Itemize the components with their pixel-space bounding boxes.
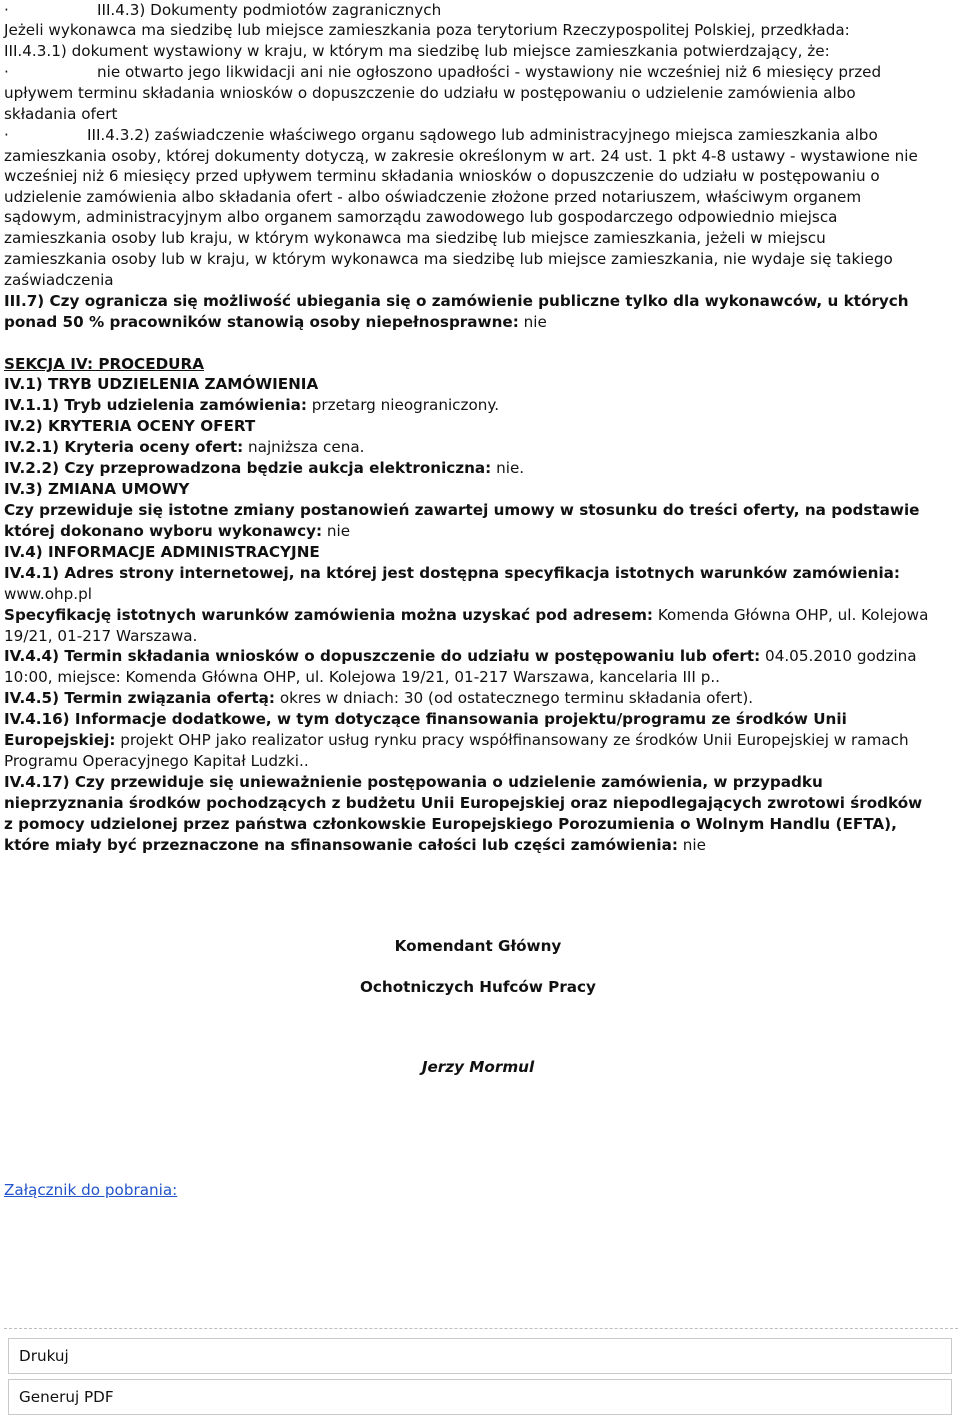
answer-value: nie	[677, 836, 706, 854]
field-value: projekt OHP jako realizator usług rynku pracy współfinansowany ze środków Unii Europejskiej w ramach	[115, 731, 909, 749]
field-label: Specyfikację istotnych warunków zamówienia można uzyskać pod adresem:	[4, 606, 653, 624]
bullet: ·	[4, 1, 9, 19]
question-iii7-line2	[4, 312, 547, 333]
field-iv44-line2: 10:00, miejsce: Komenda Główna OHP, ul. Kolejowa 19/21, 01-217 Warszawa, kancelaria III p..	[4, 668, 721, 686]
field-value: okres w dniach: 30 (od ostatecznego terminu składania ofert).	[275, 689, 754, 707]
bullet: ·	[4, 126, 9, 144]
field-label: IV.2.2) Czy przeprowadzona będzie aukcja elektroniczna:	[4, 459, 492, 477]
heading-foreign-docs: III.4.3) Dokumenty podmiotów zagranicznych	[97, 1, 442, 19]
paragraph-line: upływem terminu składania wniosków o dopuszczenie do udziału w postępowaniu o udzielenie zamówienia albo	[4, 84, 856, 102]
signature-name: Jerzy Mormul	[421, 1058, 535, 1076]
subsection-title: IV.3) ZMIANA UMOWY	[4, 480, 190, 498]
field-label: IV.1.1) Tryb udzielenia zamówienia:	[4, 396, 307, 414]
subsection-title: IV.1) TRYB UDZIELENIA ZAMÓWIENIA	[4, 375, 319, 393]
field-label-iv41: IV.4.1) Adres strony internetowej, na której jest dostępna specyfikacja istotnych warunków zamówienia:	[4, 564, 900, 582]
paragraph-line: zamieszkania osoby lub kraju, w którym wykonawca ma siedzibę lub miejsce zamieszkania, jeżeli w miejscu	[4, 229, 826, 247]
field-label: IV.2.1) Kryteria oceny ofert:	[4, 438, 244, 456]
paragraph-line: sądowym, administracyjnym albo organem samorządu zawodowego lub gospodarczego odpowiednio miejsca	[4, 208, 838, 226]
subsection-title: IV.2) KRYTERIA OCENY OFERT	[4, 417, 256, 435]
question-label: ponad 50 % pracowników stanowią osoby niepełnosprawne:	[4, 313, 519, 331]
subsection-title: IV.4) INFORMACJE ADMINISTRACYJNE	[4, 543, 320, 561]
bullet: ·	[4, 63, 9, 81]
field-value-website: www.ohp.pl	[4, 585, 92, 603]
field-spec-address-line2: 19/21, 01-217 Warszawa.	[4, 627, 198, 645]
paragraph-line: składania ofert	[4, 105, 118, 123]
paragraph-line: zaświadczenia	[4, 271, 114, 289]
field-value: nie.	[491, 459, 525, 477]
question-iv417-line4	[4, 835, 706, 856]
paragraph-line: wcześniej niż 6 miesięcy przed upływem terminu składania wniosków o dopuszczenie do udziału w postępowaniu o	[4, 167, 880, 185]
field-iv44	[4, 646, 917, 667]
field-iv416-line2	[4, 730, 909, 751]
paragraph-line: zamieszkania osoby lub w kraju, w którym wykonawca ma siedzibę lub miejsce zamieszkania, nie wydaje się takiego	[4, 250, 893, 268]
signature-title: Komendant Główny	[394, 937, 562, 955]
section-title: SEKCJA IV: PROCEDURA	[4, 355, 204, 373]
paragraph-line: zamieszkania osoby, której dokumenty dotyczą, w zakresie określonym w art. 24 ust. 1 pkt 4-8 ustawy - wystawione nie	[4, 147, 918, 165]
answer-value: nie	[322, 522, 351, 540]
field-value: przetarg nieograniczony.	[306, 396, 500, 414]
attachment-link[interactable]: Załącznik do pobrania:	[4, 1181, 178, 1199]
field-value: Komenda Główna OHP, ul. Kolejowa	[653, 606, 929, 624]
print-button[interactable]: Drukuj	[8, 1338, 952, 1374]
question-iv417-line2: nieprzyznania środków pochodzących z budżetu Unii Europejskiej oraz niepodlegających zwrotowi środków	[4, 794, 923, 812]
field-iv11	[4, 395, 499, 416]
paragraph-line: Jeżeli wykonawca ma siedzibę lub miejsce zamieszkania poza terytorium Rzeczypospolitej Polskiej, przedkłada:	[4, 21, 850, 39]
paragraph-line: udzielenie zamówienia albo składania ofert - albo oświadczenie złożone przed notariuszem, właściwym organem	[4, 188, 862, 206]
paragraph-line: III.4.3.1) dokument wystawiony w kraju, w którym ma siedzibę lub miejsce zamieszkania potwierdzający, że:	[4, 42, 830, 60]
question-iv3: Czy przewiduje się istotne zmiany postanowień zawartej umowy w stosunku do treści oferty, na podstawie	[4, 501, 920, 519]
answer-value: nie	[518, 313, 547, 331]
paragraph-line: III.4.3.2) zaświadczenie właściwego organu sądowego lub administracyjnego miejsca zamieszkania albo	[87, 126, 878, 144]
question-label: które miały być przeznaczone na sfinansowanie całości lub części zamówienia:	[4, 836, 678, 854]
field-iv416-line3: Programu Operacyjnego Kapitał Ludzki..	[4, 752, 309, 770]
field-label: IV.4.5) Termin związania ofertą:	[4, 689, 275, 707]
field-label: IV.4.4) Termin składania wniosków o dopuszczenie do udziału w postępowaniu lub ofert:	[4, 647, 761, 665]
question-iv417-line3: z pomocy udzielonej przez państwa członkowskie Europejskiego Porozumienia o Wolnym Handlu (EFTA),	[4, 815, 897, 833]
field-iv45	[4, 688, 753, 709]
field-label-iv416: IV.4.16) Informacje dodatkowe, w tym dotyczące finansowania projektu/programu ze środków Unii	[4, 710, 847, 728]
field-value: najniższa cena.	[243, 438, 365, 456]
field-iv22	[4, 458, 524, 479]
question-iii7: III.7) Czy ogranicza się możliwość ubiegania się o zamówienie publiczne tylko dla wykonawców, u których	[4, 292, 909, 310]
question-iv3-line2	[4, 521, 350, 542]
generate-pdf-button[interactable]: Generuj PDF	[8, 1379, 952, 1415]
paragraph-line: nie otwarto jego likwidacji ani nie ogłoszono upadłości - wystawiony nie wcześniej niż 6 miesięcy przed	[97, 63, 882, 81]
field-iv21	[4, 437, 364, 458]
signature-organization: Ochotniczych Hufców Pracy	[360, 978, 596, 996]
field-label: Europejskiej:	[4, 731, 116, 749]
field-value: 04.05.2010 godzina	[760, 647, 917, 665]
question-iv417: IV.4.17) Czy przewiduje się unieważnienie postępowania o udzielenie zamówienia, w przypadku	[4, 773, 823, 791]
field-spec-address	[4, 605, 928, 626]
question-label: której dokonano wyboru wykonawcy:	[4, 522, 323, 540]
